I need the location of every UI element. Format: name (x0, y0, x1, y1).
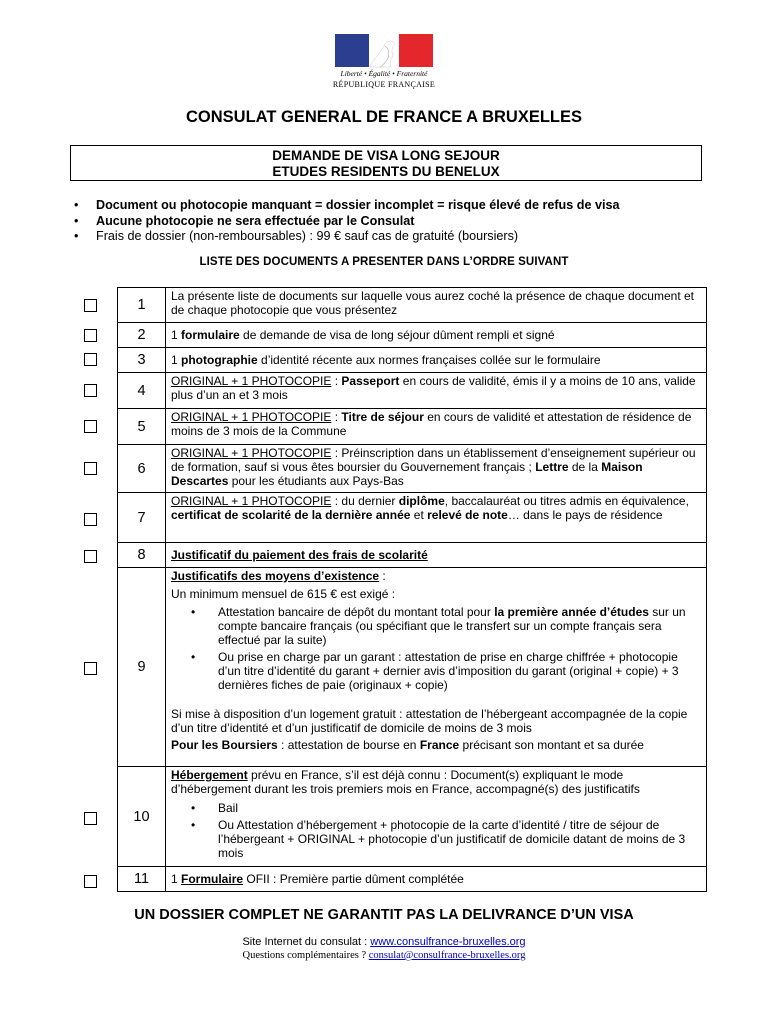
bullet-text: Aucune photocopie ne sera effectuée par le Consulat (96, 213, 415, 228)
row-description: Hébergement prévu en France, s’il est déjà connu : Document(s) expliquant le mode d’hébergement durant les trois premiers mois en France, accompagné(s) des justificatifs • Bail • Ou Attestation d’hébergement + photocopie de la carte d’identité / titre de séjour de l’hébergeant + ORIGINAL + photocopie d’un justificatif de domicile datant de moins de 3 mois (166, 767, 706, 866)
row-number: 6 (118, 445, 166, 492)
warning-bullets (74, 198, 619, 245)
bullet-item: • Aucune photocopie ne sera effectuée par le Consulat (74, 213, 415, 228)
checkbox-doc-1[interactable] (84, 299, 97, 312)
checkbox-doc-4[interactable] (84, 384, 97, 397)
table-row (118, 543, 706, 568)
row-number: 9 (118, 568, 166, 766)
bullet-text: Frais de dossier (non-remboursables) : 99 € sauf cas de gratuité (boursiers) (96, 229, 519, 243)
row-description: 1 photographie d’identité récente aux normes françaises collée sur le formulaire (171, 353, 601, 367)
row-description: ORIGINAL + 1 PHOTOCOPIE : Préinscription dans un établissement d’enseignement supérieur ou de formation, sauf si vous êtes boursier du Gouvernement français ; Lettre de la Maison Descartes pour les étudiants aux Pays-Bas (171, 446, 696, 488)
visa-type-box (70, 145, 702, 181)
bullet-item: • Document ou photocopie manquant = dossier incomplet = risque élevé de refus de visa (74, 198, 620, 212)
row-text: Justificatif du paiement des frais de scolarité (171, 548, 428, 562)
row-description (166, 543, 706, 567)
table-row (118, 288, 706, 323)
row-description: ORIGINAL + 1 PHOTOCOPIE : Passeport en cours de validité, émis il y a moins de 10 ans, valide plus d’un an et 3 mois (171, 374, 696, 402)
row-number: 10 (118, 767, 166, 866)
logo-republic-text: RÉPUBLIQUE FRANÇAISE (332, 80, 436, 89)
row-description: ORIGINAL + 1 PHOTOCOPIE : du dernier diplôme, baccalauréat ou titres admis en équivalence, certificat de scolarité de la dernière année et relevé de note… dans le pays de résidence (171, 494, 689, 522)
website-link[interactable]: www.consulfrance-bruxelles.org (370, 936, 526, 948)
questions-line: Questions complémentaires ? consulat@consulfrance-bruxelles.org (242, 950, 526, 961)
sub-bullet: • Bail (191, 801, 239, 815)
table-row (118, 867, 706, 891)
checkbox-doc-11[interactable] (84, 875, 97, 888)
table-row (118, 568, 706, 767)
row-number: 7 (118, 493, 166, 542)
table-row (118, 493, 706, 543)
table-row (118, 373, 706, 409)
website-line: Site Internet du consulat : www.consulfrance-bruxelles.org (242, 936, 526, 948)
row-description: ORIGINAL + 1 PHOTOCOPIE : Titre de séjour en cours de validité et attestation de résidence de moins de 3 mois de la Commune (171, 410, 692, 438)
table-row (118, 348, 706, 373)
sub-bullet: • Ou prise en charge par un garant : attestation de prise en charge chiffrée + photocopie d’un titre d’identité du garant + dernier avis d’imposition du garant (original + copie) + 3 dernières fiches de paie (originaux + copie) (191, 650, 679, 692)
table-row (118, 767, 706, 867)
list-heading: LISTE DES DOCUMENTS A PRESENTER DANS L’ORDRE SUIVANT (199, 256, 569, 268)
sub-bullet: • Attestation bancaire de dépôt du montant total pour la première année d’études sur un compte bancaire français (ou spécifiant que le transfert sur un compte français sera effectué par la suite) (191, 605, 686, 647)
checkbox-doc-9[interactable] (84, 662, 97, 675)
documents-table (117, 287, 707, 892)
visa-type-line: DEMANDE DE VISA LONG SEJOUR (272, 148, 500, 163)
table-row (118, 323, 706, 348)
row-number: 1 (118, 288, 166, 322)
checkbox-doc-5[interactable] (84, 420, 97, 433)
row-text: La présente liste de documents sur laquelle vous aurez coché la présence de chaque document et de chaque photocopie que vous présentez (171, 289, 694, 317)
table-row (118, 445, 706, 493)
row-number: 2 (118, 323, 166, 347)
bullet-text: Document ou photocopie manquant = dossier incomplet = risque élevé de refus de visa (96, 198, 620, 212)
row-description: 1 Formulaire OFII : Première partie dûment complétée (171, 872, 464, 886)
row-number: 3 (118, 348, 166, 372)
footer-warning: UN DOSSIER COMPLET NE GARANTIT PAS LA DELIVRANCE D’UN VISA (134, 907, 634, 923)
checkbox-doc-10[interactable] (84, 812, 97, 825)
row-number: 11 (118, 867, 166, 891)
checkbox-doc-2[interactable] (84, 329, 97, 342)
page-title: CONSULAT GENERAL DE FRANCE A BRUXELLES (185, 108, 583, 126)
row-description (166, 288, 706, 322)
row-number: 8 (118, 543, 166, 567)
table-row (118, 409, 706, 445)
row-number: 4 (118, 373, 166, 408)
bullet-item: • Frais de dossier (non-remboursables) : 99 € sauf cas de gratuité (boursiers) (74, 229, 519, 243)
row-description: Justificatifs des moyens d’existence : Un minimum mensuel de 615 € est exigé : • Attestation bancaire de dépôt du montant total pour la première année d’études sur un compte bancaire français (ou spécifiant que le transfert sur un compte français sera effectué par la suite) • Ou prise en charge par un garant : attestation de prise en charge chiffrée + photocopie d’un titre d’identité du garant + dernier avis d’imposition du garant (original + copie) + 3 dernières fiches de paie (originaux + copie) Si mise à disposition d’un logement gratuit : attestation de l’hébergeant accompagnée de la copie d’un titre d’identité et d’un justificatif de domicile de moins de 3 mois Pour les Boursiers : attestation de bourse en France précisant son montant et sa durée (166, 568, 706, 766)
row-description: 1 formulaire de demande de visa de long séjour dûment rempli et signé (171, 328, 555, 342)
checkbox-doc-7[interactable] (84, 513, 97, 526)
visa-subtype-line: ETUDES RESIDENTS DU BENELUX (272, 164, 500, 179)
row-number: 5 (118, 409, 166, 444)
checkbox-doc-8[interactable] (84, 550, 97, 563)
logo-motto: Liberté • Égalité • Fraternité (340, 69, 428, 78)
checkbox-doc-3[interactable] (84, 353, 97, 366)
checkbox-doc-6[interactable] (84, 462, 97, 475)
email-link[interactable]: consulat@consulfrance-bruxelles.org (368, 950, 526, 961)
sub-bullet: • Ou Attestation d’hébergement + photocopie de la carte d’identité / titre de séjour de l’hébergeant + ORIGINAL + photocopie d’un justificatif de domicile datant de moins de 3 mois (191, 818, 686, 860)
